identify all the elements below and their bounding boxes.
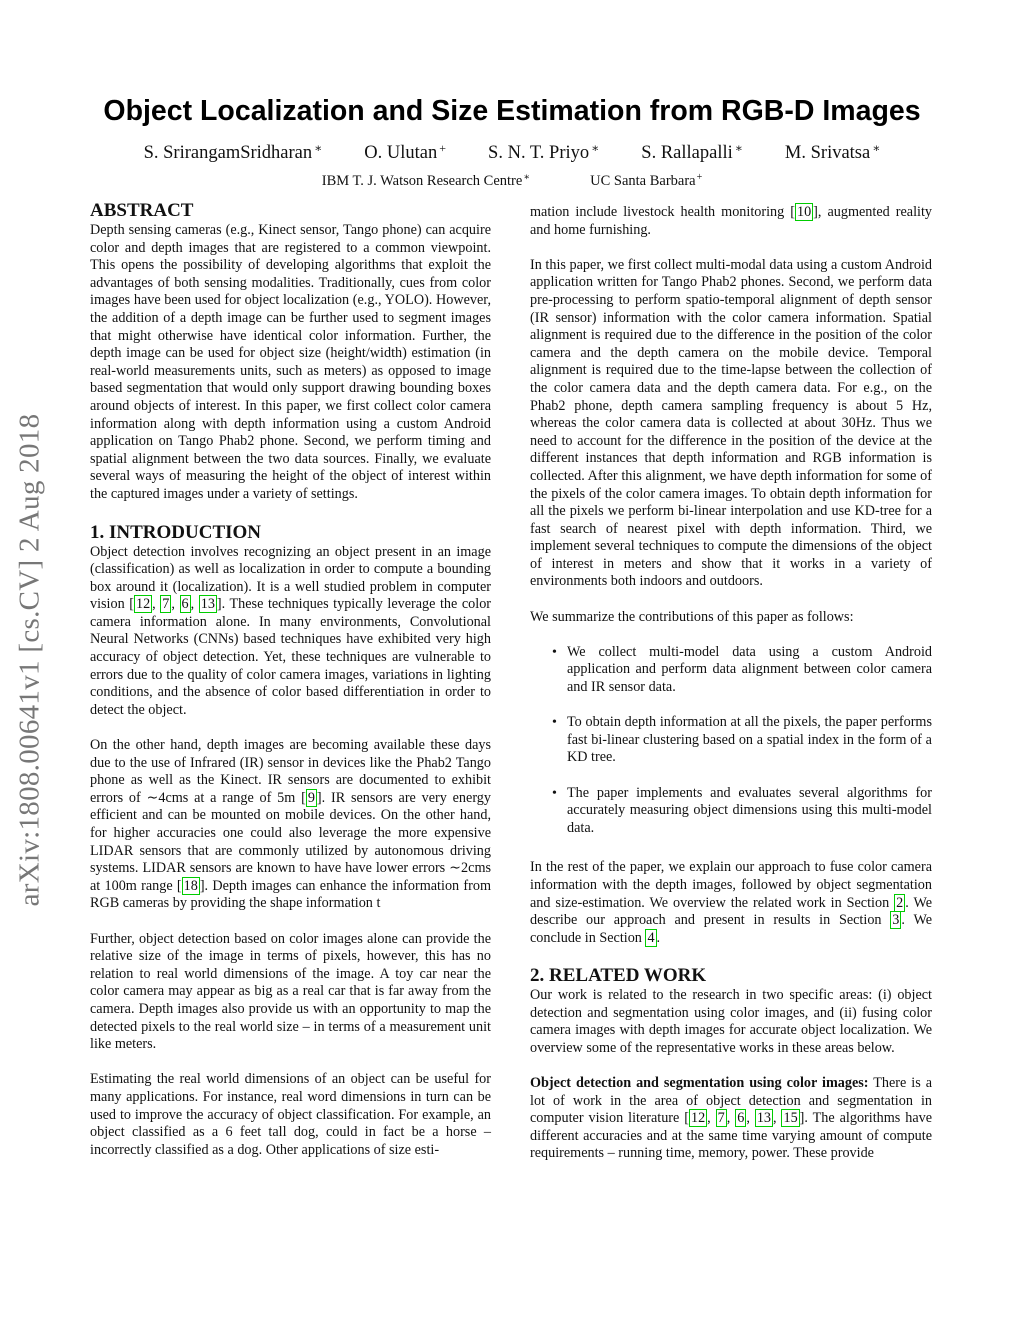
paragraph: Our work is related to the research in two specific areas: (i) object detection and segmentation using color images, and (ii) fusing color camera images with depth images for accurate object localization. We overview some of the representative works in these areas below. bbox=[530, 986, 932, 1056]
citation-link[interactable]: 6 bbox=[181, 596, 189, 613]
citation-link[interactable]: 12 bbox=[135, 596, 151, 613]
paragraph: Object detection and segmentation using color images: There is a lot of work in the area of object detection and segmentation in computer vision literature [ 12 , 7 , 6 , 13 , 15 ]. The algorithms have different accuracies and at the same time varying amount of compute requirements – running time, memory, power. These provide bbox=[530, 1074, 933, 1162]
abstract-text: Depth sensing cameras (e.g., Kinect sensor, Tango phone) can acquire color and depth images that are registered to a common viewpoint. This opens the possibility of developing algorithms that exploit the advantages of both sensing modalities. Traditionally, cues from color images have been used for object localization (e.g., YOLO). However, the addition of a depth image can be further used to segment images that might otherwise have identical color information. Further, the depth image can be used for object size (height/width) estimation (in real-world measurements units, such as meters) as opposed to image based segmentation that would only support drawing bounding boxes around objects of interest. In this paper, we first collect color camera information along with depth information using a custom Android application on Tango Phab2 phone. Second, we perform timing and spatial alignment between the two data sources. Finally, we evaluate several ways of measuring the height of the object of interest within the captured images under a variety of settings. bbox=[90, 222, 491, 502]
citation-link[interactable]: 15 bbox=[783, 1110, 798, 1127]
list-item: • To obtain depth information at all the pixels, the paper performs fast bi-linear clustering based on a spatial index in the form of a KD tree. bbox=[530, 714, 932, 767]
paragraph: mation include livestock health monitoring [ 10 ], augmented reality and home furnishing. bbox=[530, 204, 932, 238]
affiliation: IBM T. J. Watson Research Centre∗ bbox=[321, 172, 531, 189]
list-item: • We collect multi-model data using a custom Android application and perform data alignment between color camera and IR sensor data. bbox=[530, 644, 932, 697]
citation-link[interactable]: 10 bbox=[796, 204, 812, 220]
related-work-heading: 2. RELATED WORK bbox=[530, 964, 707, 986]
author: S. Rallapalli ∗ bbox=[641, 141, 743, 163]
author: S. SrirangamSridharan ∗ bbox=[143, 141, 323, 163]
citation-link[interactable]: 6 bbox=[737, 1110, 745, 1127]
citation-link[interactable]: 7 bbox=[162, 596, 170, 613]
citation-link[interactable]: 13 bbox=[756, 1110, 771, 1127]
citation-link[interactable]: 7 bbox=[717, 1110, 725, 1127]
affiliation: UC Santa Barbara+ bbox=[590, 172, 703, 189]
affiliation-list bbox=[0, 172, 1024, 190]
list-item: • The paper implements and evaluates several algorithms for accurately measuring object dimensions using this multi-model data. bbox=[530, 785, 932, 838]
paragraph: We summarize the contributions of this paper as follows: bbox=[530, 608, 854, 625]
contribution-list bbox=[530, 644, 932, 838]
paragraph: Object detection involves recognizing an object present in an image (classification) as well as localization in order to compute a bounding box around it (localization). It is a well studied problem in computer vision [ 12 , 7 , 6 , 13 ]. These techniques typically leverage the color camera information alone. In many environments, Convolutional Neural Networks (CNNs) based techniques have exhibited very high accuracy of object detection. Yet, these techniques are vulnerable to errors due to the quality of color camera images, variations in lighting conditions, and the absence of color based differentiation in order to detect the object. bbox=[90, 543, 492, 718]
paragraph: In the rest of the paper, we explain our approach to fuse color camera information with the depth images, followed by object segmentation and size-estimation. We overview the related work in Section 2 . We describe our approach and present in results in Section 3 . We conclude in Section 4 . bbox=[530, 859, 932, 946]
paragraph: In this paper, we first collect multi-modal data using a custom Android application written for Tango Phab2 phones. Second, we perform data pre-processing to perform spatio-temporal alignment of depth sensor (IR sensor) information with the color camera information. Spatial alignment is required due to the difference in the position of the color camera and the depth camera on the mobile device. Temporal alignment is required due to the time-lapse between the collection of the color camera data and the depth camera data. For e.g., on the Phab2 phone, depth camera sampling frequency is about 5 Hz, whereas the color camera data is collected at about 30Hz. Thus we need to account for the difference in the position of the device at the different instances that depth information and RGB information is collected. After this alignment, we have depth information for some of the pixels of the color camera images. To obtain depth information for all the pixels we perform bi-linear interpolation and use KD-tree for a fast search of nearest pixel with depth information. Third, we implement several techniques to compute the dimensions of the object of interest in meters and show that it works in a variety of environments both indoors and outdoors. bbox=[530, 256, 932, 590]
author: M. Srivatsa ∗ bbox=[784, 141, 881, 163]
author: S. N. T. Priyo ∗ bbox=[488, 141, 600, 163]
left-column bbox=[90, 200, 491, 1177]
right-column bbox=[530, 204, 932, 1180]
arxiv-identifier: arXiv:1808.00641v1 [cs.CV] 2 Aug 2018 bbox=[13, 413, 46, 907]
section-link[interactable]: 2 bbox=[896, 894, 904, 911]
citation-link[interactable]: 18 bbox=[183, 877, 198, 894]
introduction-heading: 1. INTRODUCTION bbox=[90, 521, 262, 543]
citation-link[interactable]: 9 bbox=[307, 789, 315, 806]
paragraph: Further, object detection based on color images alone can provide the relative size of the image in terms of pixels, however, this has no relation to real world dimensions of the image. A toy car near the color camera may appear as big as a real car that is far away from the camera. Depth images also provide us with an opportunity to map the detected pixels to the real world size – in terms of a measurement unit like meters. bbox=[90, 930, 491, 1053]
citation-link[interactable]: 12 bbox=[690, 1110, 706, 1127]
section-link[interactable]: 3 bbox=[892, 912, 900, 929]
abstract-heading: ABSTRACT bbox=[90, 200, 194, 221]
paragraph: On the other hand, depth images are becoming available these days due to the use of Infrared (IR) sensor in devices like the Phab2 Tango phone as well as the Kinect. IR sensors are documented to exhibit errors of ∼4cms at a range of 5m [ 9 ]. IR sensors are very energy efficient and can be mounted on mobile devices. On the other hand, for higher accuracies one could also leverage the more expensive LIDAR sensors that are commonly utilized by autonomous driving systems. LIDAR sensors are known to have have lower errors ∼2cms at 100m range [ 18 ]. Depth images can enhance the information from RGB cameras by providing the shape information t bbox=[90, 737, 491, 912]
paragraph: Estimating the real world dimensions of an object can be useful for many applications. For instance, real word dimensions in turn can be used to improve the accuracy of object classification. For example, an object classified as a 6 feet tall dog, could in fact be a horse – incorrectly classified as a dog. Other applications of size esti- bbox=[90, 1071, 491, 1158]
paper-title: Object Localization and Size Estimation from RGB-D Images bbox=[103, 95, 921, 127]
citation-link[interactable]: 13 bbox=[200, 596, 215, 613]
author-list bbox=[0, 141, 1024, 164]
author: O. Ulutan + bbox=[364, 141, 447, 163]
section-link[interactable]: 4 bbox=[647, 929, 655, 946]
